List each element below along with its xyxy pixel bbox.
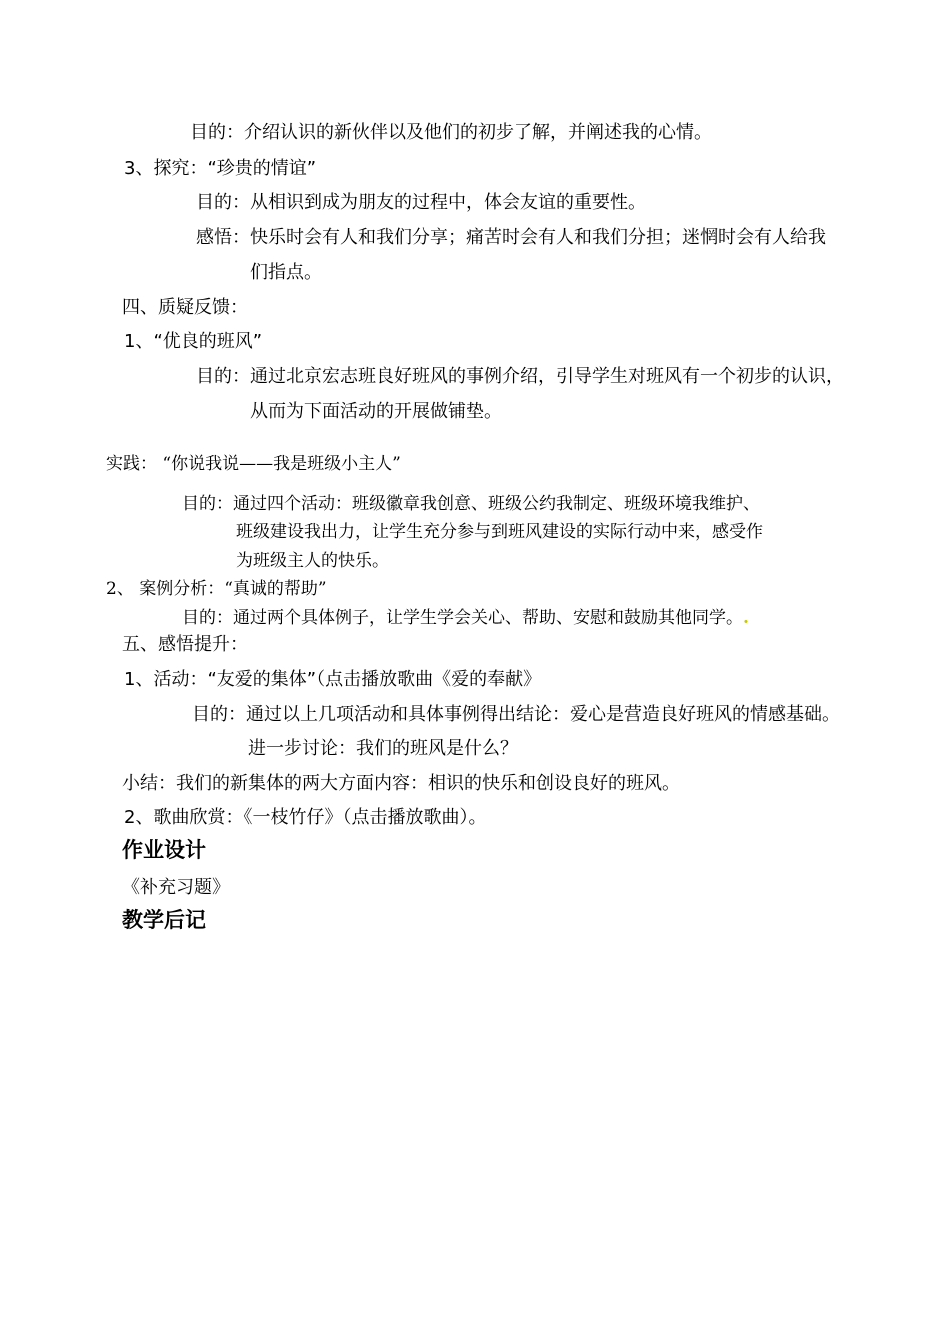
text-line: 目的：通过北京宏志班良好班风的事例介绍，引导学生对班风有一个初步的认识， [196,366,844,387]
postscript-heading: 教学后记 [122,908,206,932]
text-line: 小结：我们的新集体的两大方面内容：相识的快乐和创设良好的班风。 [122,773,680,794]
text-line [182,606,749,630]
text-line: 进一步讨论：我们的班风是什么？ [248,738,518,759]
section-heading: 五、感悟提升： [122,634,248,655]
text-line: 目的：通过以上几项活动和具体事例得出结论：爱心是营造良好班风的情感基础。 [192,704,840,725]
text-line: 感悟：快乐时会有人和我们分享；痛苦时会有人和我们分担；迷惘时会有人给我 [196,227,826,248]
text-line: 目的：介绍认识的新伙伴以及他们的初步了解，并阐述我的心情。 [190,122,712,143]
text-line-body: 目的：通过两个具体例子，让学生学会关心、帮助、安慰和鼓励其他同学。 [182,608,743,628]
section-subheading: 2、歌曲欣赏：《一枝竹仔》（点击播放歌曲）。 [124,807,487,828]
text-line: 为班级主人的快乐。 [236,551,389,571]
stray-dot: . [743,608,749,628]
text-line: 从而为下面活动的开展做铺垫。 [250,401,502,422]
text-line: 班级建设我出力，让学生充分参与到班风建设的实际行动中来，感受作 [236,522,763,542]
section-subheading: 1、“优良的班风” [124,331,263,352]
section-subheading: 实践： “你说我说——我是班级小主人” [106,454,401,474]
text-line: 们指点。 [250,262,322,283]
text-line: 目的：通过四个活动：班级徽章我创意、班级公约我制定、班级环境我维护、 [182,494,760,514]
section-subheading: 2、 案例分析：“真诚的帮助” [106,579,327,599]
section-subheading: 1、活动：“友爱的集体”（点击播放歌曲《爱的奉献》 [124,669,542,690]
section-heading: 四、质疑反馈： [122,297,248,318]
text-line: 目的：从相识到成为朋友的过程中，体会友谊的重要性。 [196,192,646,213]
section-subheading: 3、探究：“珍贵的情谊” [124,158,317,179]
homework-heading: 作业设计 [122,838,206,862]
text-line: 《补充习题》 [122,877,230,898]
